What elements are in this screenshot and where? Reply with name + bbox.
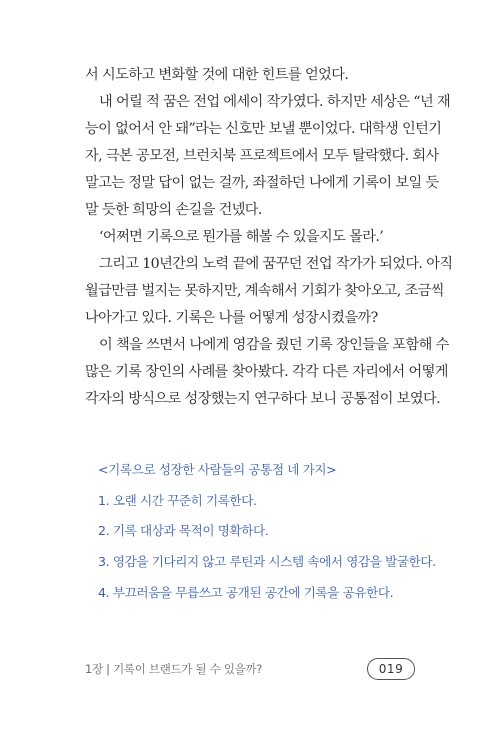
paragraph-line: 자, 극본 공모전, 브런치북 프로젝트에서 모두 탈락했다. 회사 bbox=[85, 148, 439, 164]
page-number: 019 bbox=[367, 658, 415, 680]
summary-item: 4. 부끄러움을 무릅쓰고 공개된 공간에 기록을 공유한다. bbox=[98, 584, 394, 600]
chapter-title: 1장 | 기록이 브랜드가 될 수 있을까? bbox=[85, 662, 263, 676]
quote-line: ‘어쩌면 기록으로 뭔가를 해볼 수 있을지도 몰라.’ bbox=[99, 229, 384, 245]
page-footer bbox=[85, 658, 415, 680]
paragraph-line: 내 어릴 적 꿈은 전업 에세이 작가였다. 하지만 세상은 “넌 재 bbox=[99, 94, 451, 110]
summary-item: 2. 기록 대상과 목적이 명확하다. bbox=[98, 523, 269, 539]
paragraph-line: 말 듯한 희망의 손길을 건넸다. bbox=[85, 202, 262, 218]
paragraph-line: 말고는 정말 답이 없는 걸까, 좌절하던 나에게 기록이 보일 듯 bbox=[85, 175, 439, 191]
paragraph-line: 각자의 방식으로 성장했는지 연구하다 보니 공통점이 보였다. bbox=[85, 391, 440, 407]
summary-box bbox=[98, 455, 436, 608]
paragraph-line: 월급만큼 벌지는 못하지만, 계속해서 기회가 찾아오고, 조금씩 bbox=[85, 283, 444, 299]
summary-item: 3. 영감을 기다리지 않고 루틴과 시스템 속에서 영감을 발굴한다. bbox=[98, 554, 436, 570]
paragraph-line: 서 시도하고 변화할 것에 대한 힌트를 얻었다. bbox=[85, 67, 349, 83]
body-text bbox=[85, 62, 453, 413]
paragraph-line: 많은 기록 장인의 사례를 찾아봤다. 각각 다른 자리에서 어떻게 bbox=[85, 364, 448, 380]
paragraph-line: 이 책을 쓰면서 나에게 영감을 줬던 기록 장인들을 포함해 수 bbox=[99, 337, 449, 353]
summary-item: 1. 오랜 시간 꾸준히 기록한다. bbox=[98, 492, 257, 508]
paragraph-line: 능이 없어서 안 돼”라는 신호만 보낼 뿐이었다. 대학생 인턴기 bbox=[85, 121, 442, 137]
paragraph-line: 나아가고 있다. 기록은 나를 어떻게 성장시켰을까? bbox=[85, 310, 378, 326]
summary-title: <기록으로 성장한 사람들의 공통점 네 가지> bbox=[98, 462, 337, 477]
paragraph-line: 그리고 10년간의 노력 끝에 꿈꾸던 전업 작가가 되었다. 아직 bbox=[99, 256, 453, 272]
